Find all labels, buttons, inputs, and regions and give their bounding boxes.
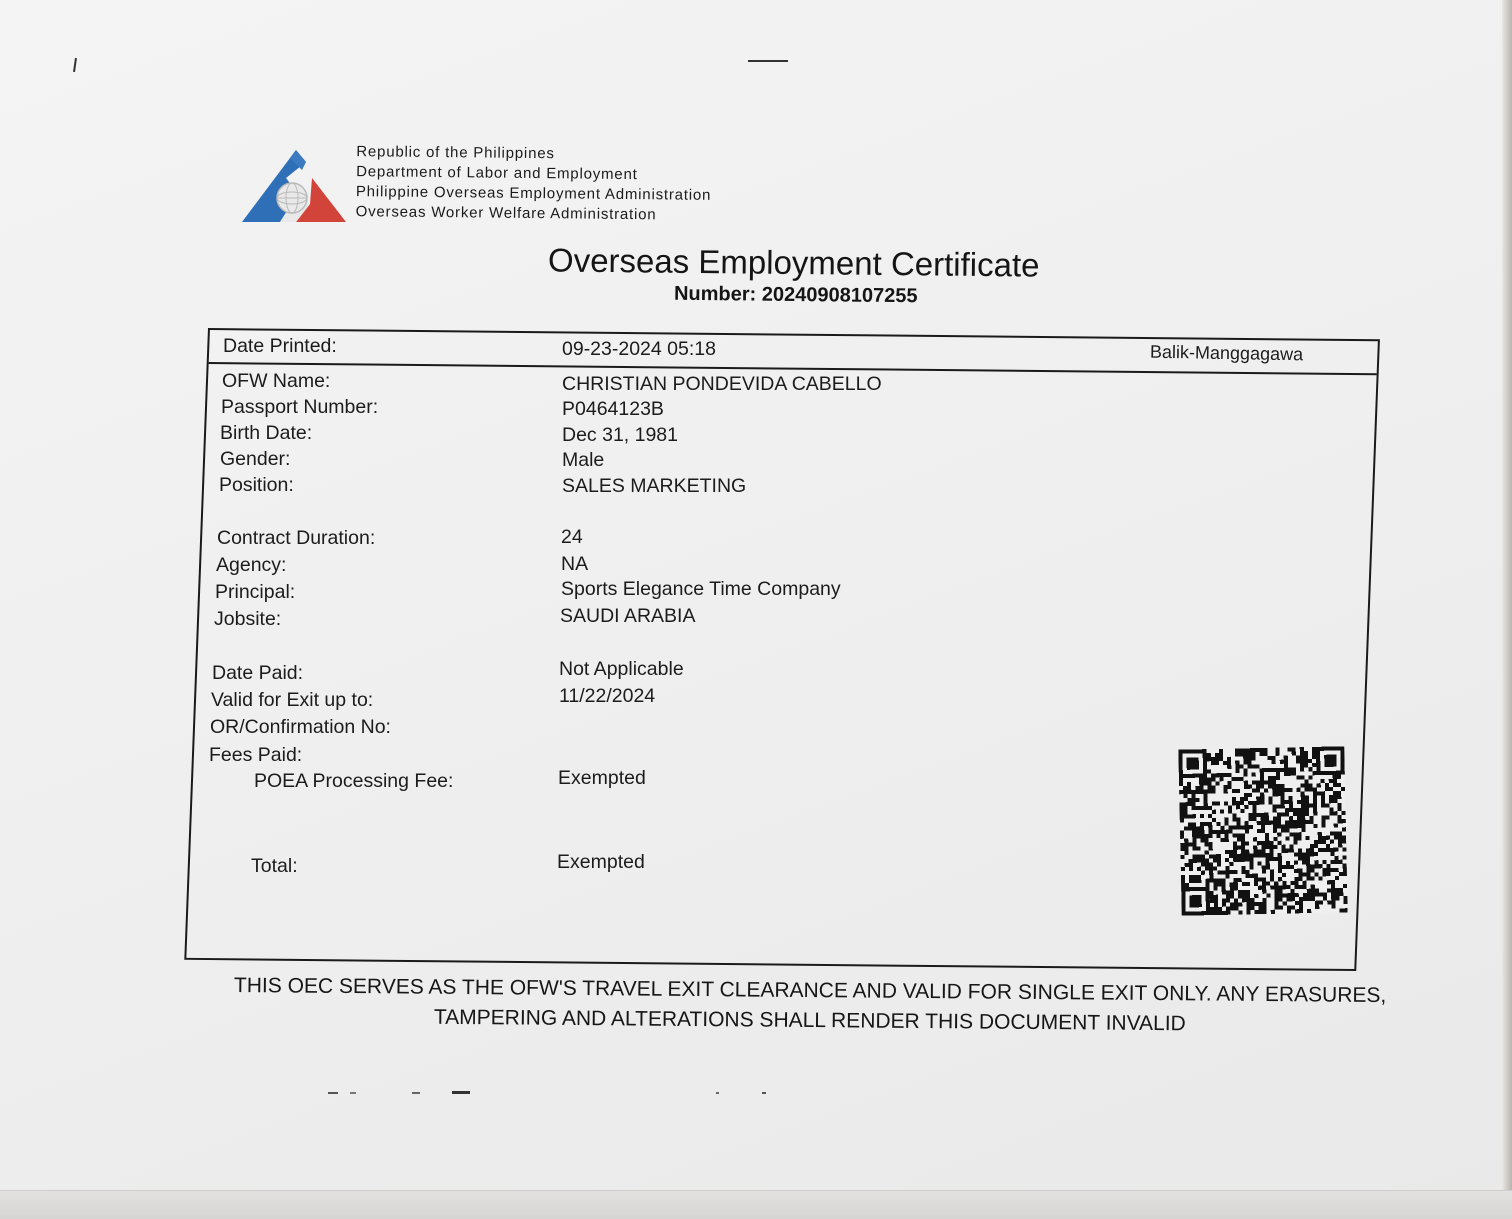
footer-line: TAMPERING AND ALTERATIONS SHALL RENDER THIS DOCUMENT INVALID [433, 1005, 1186, 1036]
footer-line: THIS OEC SERVES AS THE OFW'S TRAVEL EXIT CLEARANCE AND VALID FOR SINGLE EXIT ONLY. ANY ERASURES, [233, 973, 1387, 1008]
qr-code-icon [1178, 744, 1348, 917]
pen-mark [73, 58, 77, 72]
agency-line: Department of Labor and Employment [356, 163, 638, 184]
poea-triangle-logo-icon [240, 148, 348, 226]
footer-disclaimer [200, 971, 1420, 1042]
document-title: Overseas Employment Certificate [547, 241, 1040, 284]
agency-line: Philippine Overseas Employment Administration [355, 183, 712, 204]
position-label: Position: [219, 474, 294, 496]
gender-label: Gender: [220, 448, 291, 470]
agency-header [356, 142, 712, 226]
agency-line: Overseas Worker Welfare Administration [355, 203, 657, 224]
ofw-name-value: CHRISTIAN PONDEVIDA CABELLO [562, 373, 882, 395]
ofw-name-label: OFW Name: [222, 370, 331, 392]
total-label: Total: [251, 855, 298, 877]
paper-edge-shadow [1502, 0, 1512, 1218]
date-printed-value: 09-23-2024 05:18 [562, 338, 716, 360]
principal-label: Principal: [215, 581, 296, 603]
date-paid-label: Date Paid: [212, 662, 304, 684]
contract-duration-label: Contract Duration: [217, 527, 376, 549]
agency-line: Republic of the Philippines [356, 143, 555, 163]
print-smudges [320, 1088, 780, 1098]
valid-exit-value: 11/22/2024 [559, 685, 656, 707]
surface-below-paper [0, 1190, 1512, 1219]
pen-mark [748, 60, 788, 62]
jobsite-value: SAUDI ARABIA [560, 605, 696, 627]
agency-label: Agency: [216, 554, 287, 576]
valid-exit-label: Valid for Exit up to: [211, 689, 374, 711]
certificate-number: Number: 20240908107255 [673, 282, 918, 308]
principal-value: Sports Elegance Time Company [561, 578, 841, 600]
jobsite-label: Jobsite: [214, 608, 282, 630]
passport-value: P0464123B [562, 398, 664, 420]
passport-label: Passport Number: [221, 396, 379, 418]
birth-date-value: Dec 31, 1981 [562, 424, 679, 446]
poea-fee-value: Exempted [558, 767, 646, 789]
total-value: Exempted [557, 851, 645, 873]
gender-value: Male [562, 449, 605, 471]
date-printed-label: Date Printed: [223, 335, 337, 357]
fees-paid-label: Fees Paid: [209, 744, 303, 766]
date-paid-value: Not Applicable [559, 658, 684, 680]
category-label: Balik-Manggagawa [1149, 341, 1304, 365]
position-value: SALES MARKETING [562, 475, 747, 497]
contract-duration-value: 24 [561, 526, 583, 548]
agency-value: NA [561, 553, 589, 575]
birth-date-label: Birth Date: [220, 422, 313, 444]
poea-fee-label: POEA Processing Fee: [254, 770, 454, 792]
or-confirmation-label: OR/Confirmation No: [210, 716, 391, 738]
